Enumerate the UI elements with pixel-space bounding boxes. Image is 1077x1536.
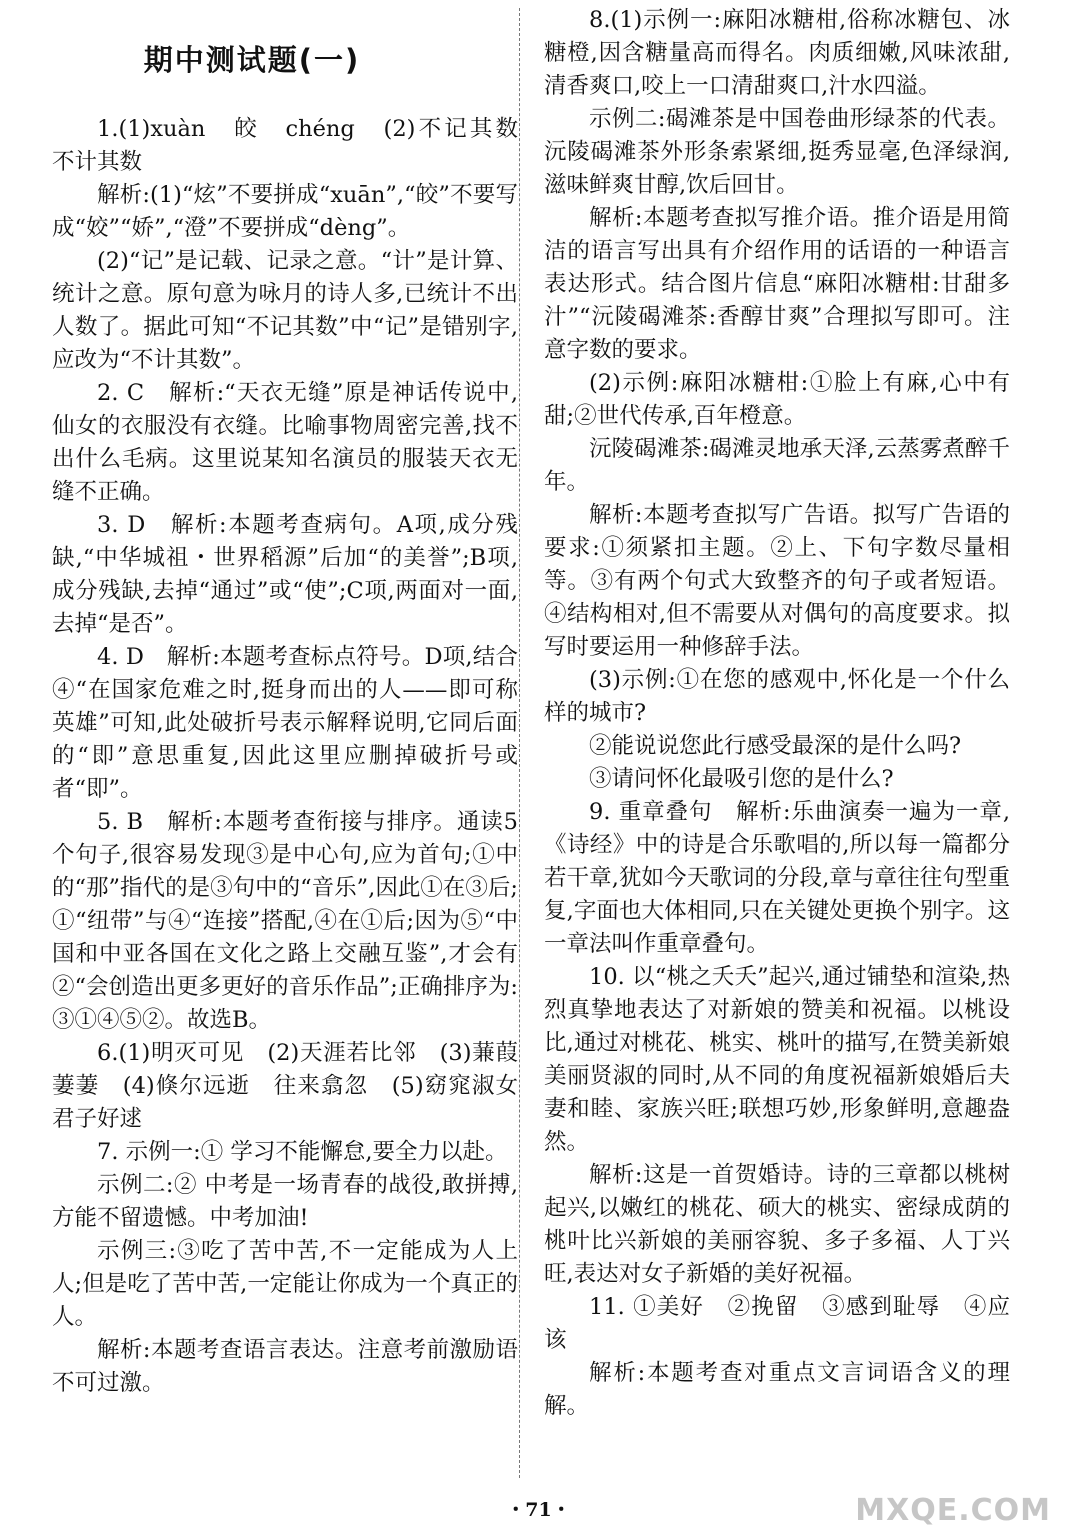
answer-paragraph: ②能说说您此行感受最深的是什么吗? (589, 733, 962, 759)
answer-paragraph: 解析:本题考查语言表达。注意考前激励语不可过激。 (52, 1337, 518, 1396)
answer-paragraph: (2)示例:麻阳冰糖柑:①脸上有麻,心中有甜;②世代传承,百年橙意。 (544, 370, 1010, 429)
answer-paragraph: 5. B 解析:本题考查衔接与排序。通读5个句子,很容易发现③是中心句,应为首句;①中的“那”指代的是③句中的“音乐”,因此①在③后;①“纽带”与④“连接”搭配,④在①后;因为⑤“中国和中亚各国在文化之路上交融互鉴”,才会有②“会创造出更多更好的音乐作品”;正确排序为:③①④⑤②。故选B。 (52, 809, 518, 1033)
answer-paragraph: 3. D 解析:本题考查病句。A项,成分残缺,“中华城祖・世界稻源”后加“的美誉”;B项,成分残缺,去掉“通过”或“使”;C项,两面对一面,去掉“是否”。 (52, 512, 518, 637)
answer-paragraph: ③请问怀化最吸引您的是什么? (589, 766, 894, 792)
answer-paragraph: 解析:这是一首贺婚诗。诗的三章都以桃树起兴,以嫩红的桃花、硕大的桃实、密绿成荫的桃叶比兴新娘的美丽容貌、多子多福、人丁兴旺,表达对女子新婚的美好祝福。 (544, 1162, 1010, 1287)
answer-paragraph: 11. ①美好 ②挽留 ③感到耻辱 ④应该 (544, 1294, 1010, 1353)
watermark-logo (855, 1456, 1051, 1528)
answer-paragraph: 示例二:② 中考是一场青春的战役,敢拼搏,方能不留遗憾。中考加油! (52, 1172, 518, 1231)
answer-paragraph: 10. 以“桃之夭夭”起兴,通过铺垫和渲染,热烈真挚地表达了对新娘的赞美和祝福。以桃设比,通过对桃花、桃实、桃叶的描写,在赞美新娘美丽贤淑的同时,从不同的角度祝福新娘婚后夫妻和睦、家族兴旺;联想巧妙,形象鲜明,意趣盎然。 (544, 964, 1010, 1155)
answer-paragraph: 解析:本题考查拟写广告语。拟写广告语的要求:①须紧扣主题。②上、下句字数尽量相等。③有两个句式大致整齐的句子或者短语。④结构相对,但不需要从对偶句的高度要求。拟写时要运用一种修辞手法。 (544, 502, 1010, 660)
answer-paragraph: 解析:(1)“炫”不要拼成“xuān”,“皎”不要写成“姣”“娇”,“澄”不要拼成“dèng”。 (52, 182, 518, 241)
page-title: 期中测试题(一) (143, 43, 361, 77)
answer-paragraph: (3)示例:①在您的感观中,怀化是一个什么样的城市? (544, 667, 1010, 726)
answer-paragraph: 示例二:碣滩茶是中国卷曲形绿茶的代表。沅陵碣滩茶外形条索紧细,挺秀显毫,色泽绿润,滋味鲜爽甘醇,饮后回甘。 (544, 106, 1010, 198)
answer-paragraph: 8.(1)示例一:麻阳冰糖柑,俗称冰糖包、冰糖橙,因含糖量高而得名。肉质细嫩,风味浓甜,清香爽口,咬上一口清甜爽口,汁水四溢。 (544, 7, 1010, 99)
answer-paragraph: 4. D 解析:本题考查标点符号。D项,结合④“在国家危难之时,挺身而出的人——即可称英雄”可知,此处破折号表示解释说明,它同后面的“即”意思重复,因此这里应删掉破折号或者“即”。 (52, 644, 518, 802)
answer-paragraph: 示例三:③吃了苦中苦,不一定能成为人上人;但是吃了苦中苦,一定能让你成为一个真正的人。 (52, 1238, 518, 1330)
answer-paragraph: 2. C 解析:“天衣无缝”原是神话传说中,仙女的衣服没有衣缝。比喻事物周密完善,找不出什么毛病。这里说某知名演员的服装天衣无缝不正确。 (52, 380, 518, 505)
answer-paragraph: 沅陵碣滩茶:碣滩灵地承天泽,云蒸雾煮醉千年。 (544, 436, 1010, 495)
answer-paragraph: 1.(1)xuàn 皎 chéng (2)不记其数 不计其数 (52, 116, 541, 175)
answer-paragraph: (2)“记”是记载、记录之意。“计”是计算、统计之意。原句意为咏月的诗人多,已统计不出人数了。据此可知“不记其数”中“记”是错别字,应改为“不计其数”。 (52, 248, 518, 373)
watermark-text: MXQE.COM (855, 1493, 1051, 1528)
answer-paragraph: 解析:本题考查对重点文言词语含义的理解。 (544, 1360, 1010, 1419)
answer-paragraph: 7. 示例一:① 学习不能懈怠,要全力以赴。 (97, 1139, 508, 1165)
column-divider (519, 8, 520, 1478)
answer-paragraph: 6.(1)明灭可见 (2)天涯若比邻 (3)蒹葭萋萋 (4)倏尔远逝 往来翕忽 (5)窈窕淑女 君子好逑 (52, 1040, 541, 1132)
page-number: ・71・ (506, 1499, 571, 1521)
answer-paragraph: 解析:本题考查拟写推介语。推介语是用简洁的语言写出具有介绍作用的话语的一种语言表达形式。结合图片信息“麻阳冰糖柑:甘甜多汁”“沅陵碣滩茶:香醇甘爽”合理拟写即可。注意字数的要求。 (544, 205, 1010, 363)
answer-paragraph: 9. 重章叠句 解析:乐曲演奏一遍为一章,《诗经》中的诗是合乐歌唱的,所以每一篇都分若干章,犹如今天歌词的分段,章与章往往句型重复,字面也大体相同,只在关键处更换个别字。这一章法叫作重章叠句。 (544, 799, 1010, 957)
